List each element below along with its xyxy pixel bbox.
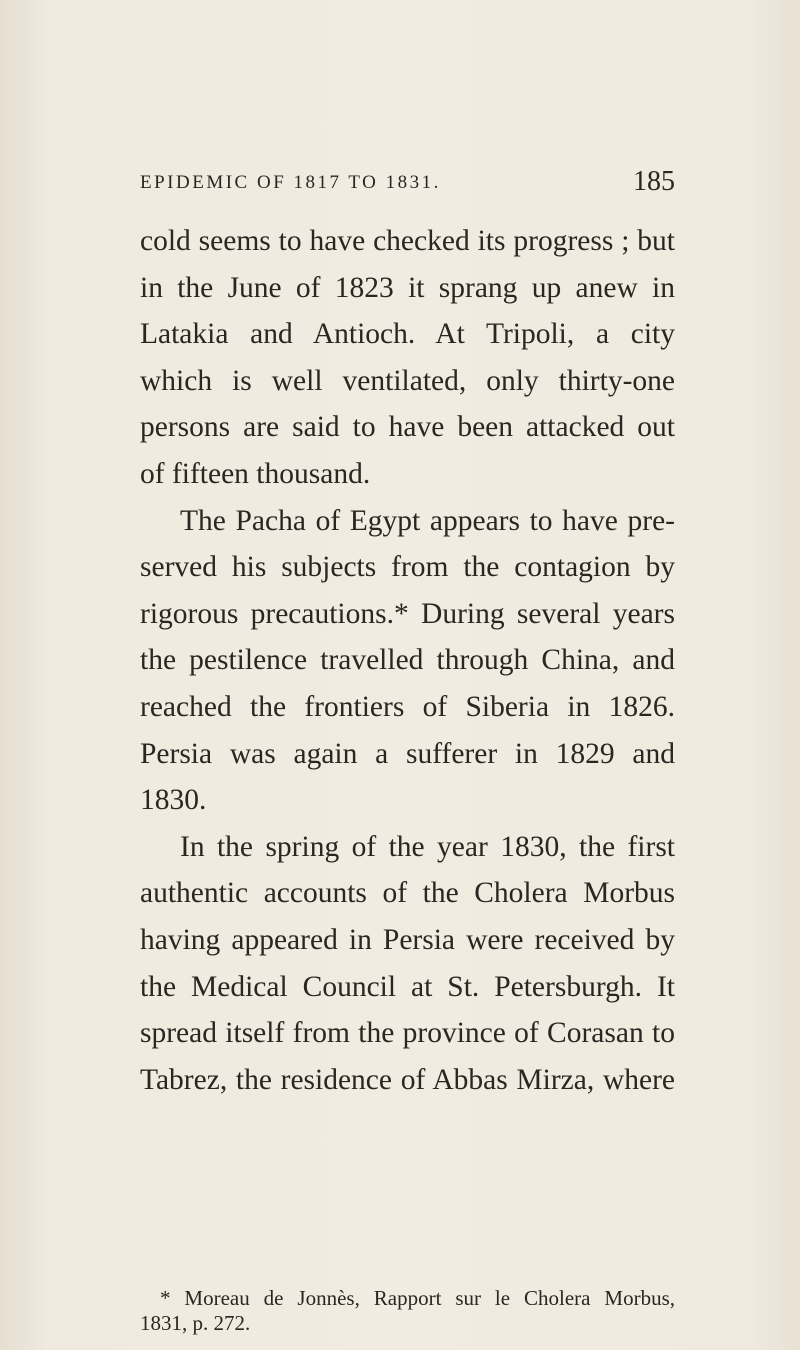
text-line: Tabrez, the residence of Abbas Mirza, where <box>140 1063 675 1096</box>
text-line: reached the frontiers of Siberia in 1826. <box>140 690 675 723</box>
page-header <box>140 158 675 202</box>
text-line: Persia was again a sufferer in 1829 and <box>140 737 675 770</box>
text-line: served his subjects from the contagion by <box>140 551 675 584</box>
text-line: which is well ventilated, only thirty-one <box>140 364 675 397</box>
text-line: having appeared in Persia were received by <box>140 923 675 956</box>
page-number: 185 <box>633 166 675 197</box>
text-line: Latakia and Antioch. At Tripoli, a city <box>140 318 675 351</box>
text-line: 1830. <box>140 784 207 817</box>
body-text <box>140 218 675 1103</box>
text-line: the Medical Council at St. Petersburgh. It <box>140 970 675 1003</box>
text-line: of fifteen thousand. <box>140 457 371 490</box>
text-line: authentic accounts of the Cholera Morbus <box>140 877 675 910</box>
text-line: rigorous precautions.* During several years <box>140 597 675 630</box>
text-line: spread itself from the province of Corasan to <box>140 1017 675 1050</box>
text-line: the pestilence travelled through China, and <box>140 644 675 677</box>
text-line: persons are said to have been attacked out <box>140 411 675 444</box>
text-line: cold seems to have checked its progress ; but <box>140 225 675 257</box>
text-line: In the spring of the year 1830, the first <box>180 830 675 863</box>
text-line: The Pacha of Egypt appears to have pre- <box>180 504 675 537</box>
footnote-line: * Moreau de Jonnès, Rapport sur le Cholera Morbus, <box>160 1286 675 1310</box>
text-line: in the June of 1823 it sprang up anew in <box>140 271 675 304</box>
running-title: EPIDEMIC OF 1817 TO 1831. <box>140 172 441 193</box>
footnote-line: 1831, p. 272. <box>140 1311 251 1335</box>
footnote <box>140 1286 675 1336</box>
